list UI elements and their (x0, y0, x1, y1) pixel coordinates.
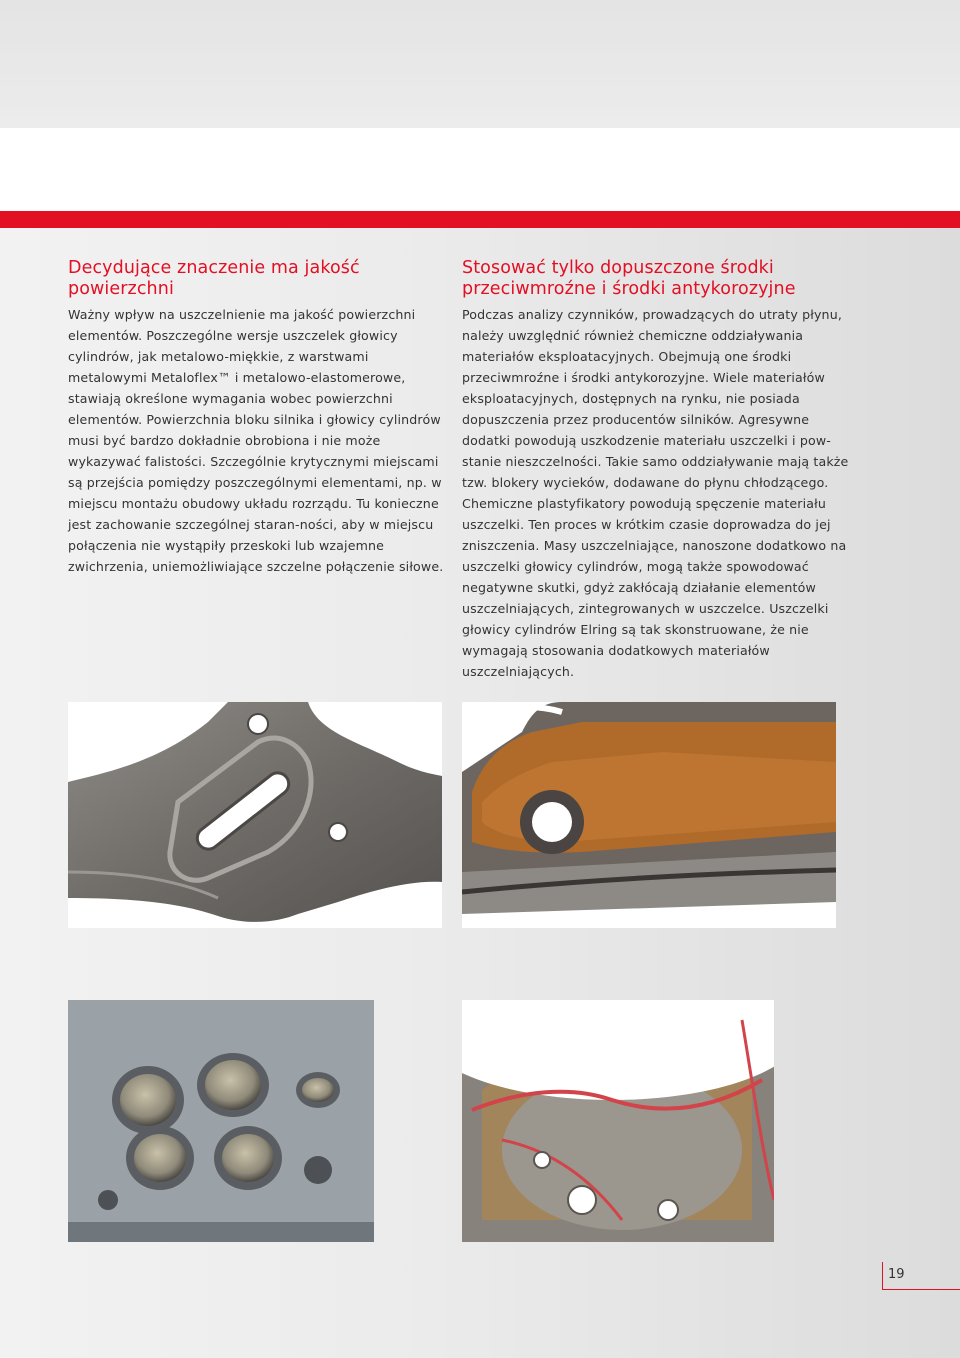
gasket-slot-photo (68, 702, 442, 928)
page-number: 19 (888, 1267, 905, 1282)
right-body-text: Podczas analizy czynników, prowadzących do utraty płynu, należy uwzględnić również chemiczne oddziaływania materiałów eksploatacyjnych. Obejmują one środki przeciwmroźne i środki antykorozyjne. Wiele materiałów eksploatacyjnych, dostępnych na rynku, nie posiada dopuszczenia przez producentów silników. Agresywne dodatki powodują uszkodzenie materiału uszczelki i pow-stanie nieszczelności. Takie samo oddziaływanie mają także tzw. blokery wycieków, dodawane do płynu chłodzącego. Chemiczne plastyfikatory powodują spęczenie materiału uszczelki. Ten proces w krótkim czasie doprowadza do jej zniszczenia. Masy uszczelniające, nanoszone dodatkowo na uszczelki głowicy cylindrów, mogą także spowodować negatywne skutki, gdyż zakłócają działanie elementów uszczelniających, zintegrowanych w uszczelce. Uszczelki głowicy cylindrów Elring są tak skonstruowane, że nie wymagają stosowania dodatkowych materiałów uszczelniających. (462, 307, 849, 679)
left-column (68, 258, 448, 577)
page-number-rule-horizontal (882, 1289, 960, 1290)
right-column (462, 258, 852, 682)
header-background (0, 0, 960, 128)
left-body-text: Ważny wpływ na uszczelnienie ma jakość powierzchni elementów. Poszczególne wersje uszczelek głowicy cylindrów, jak metalowo-miękkie, z warstwami metalowymi Metaloflex™ i metalowo-elastomerowe, stawiają określone wymagania wobec powierzchni elementów. Powierzchnia bloku silnika i głowicy cylindrów musi być bardzo dokładnie obrobiona i nie może wykazywać falistości. Szczególnie krytycznymi miejscami są przejścia pomiędzy poszczególnymi elementami, np. w miejscu montażu obudowy układu rozrządu. Tu konieczne jest zachowanie szczególnej staran-ności, aby w miejscu połączenia nie wystąpiły przeskoki lub wzajemne zwichrzenia, uniemożliwiające szczelne połączenie siłowe. (68, 307, 444, 574)
page-number-rule-vertical (882, 1262, 883, 1290)
sealant-gasket-photo (462, 1000, 774, 1242)
header-accent-bar (0, 211, 960, 228)
header-white-band (0, 128, 960, 211)
left-heading: Decydujące znaczenie ma jakość powierzchni (68, 258, 360, 299)
right-heading: Stosować tylko dopuszczone środki przeciwmroźne i środki antykorozyjne (462, 258, 796, 299)
cylinder-head-photo (68, 1000, 374, 1242)
corroded-gasket-photo (462, 702, 836, 928)
